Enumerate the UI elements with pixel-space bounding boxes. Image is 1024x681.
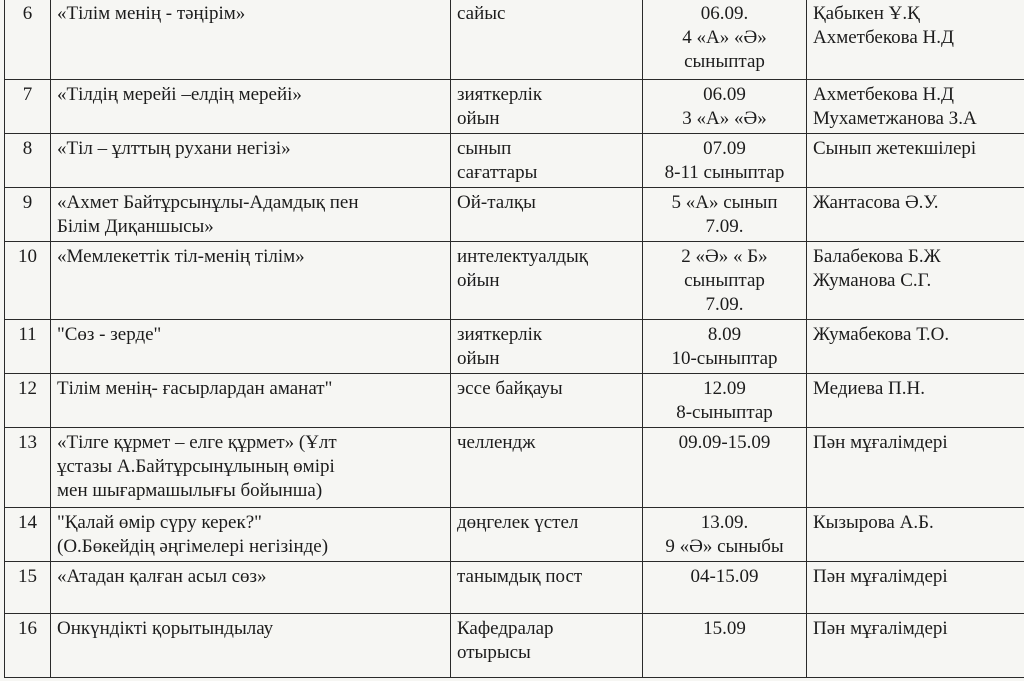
row-number: 8 bbox=[5, 134, 51, 188]
event-date-line: 9 «Ә» сыныбы bbox=[665, 536, 784, 557]
table-row bbox=[5, 0, 1024, 80]
event-title-line: «Тілдің мерейі –елдің мерейі» bbox=[57, 84, 302, 105]
responsible-line: Ахметбекова Н.Д bbox=[813, 84, 954, 105]
event-form-cell bbox=[451, 80, 643, 134]
event-title-line: «Атадан қалған асыл сөз» bbox=[57, 566, 267, 587]
event-form-line: эссе байқауы bbox=[457, 378, 563, 399]
event-date-cell bbox=[643, 614, 807, 678]
event-form-line: Кафедралар bbox=[457, 618, 554, 639]
table-row bbox=[5, 562, 1024, 614]
event-form-line: дөңгелек үстел bbox=[457, 512, 579, 533]
event-form-cell bbox=[451, 242, 643, 320]
event-date-line: 13.09. bbox=[700, 512, 749, 533]
event-date-line: 5 «А» сынып bbox=[671, 192, 778, 213]
event-date-cell bbox=[643, 188, 807, 242]
event-date-line: 3 «А» «Ә» bbox=[682, 108, 767, 129]
responsible-cell bbox=[807, 134, 1024, 188]
event-form-line: сағаттары bbox=[457, 162, 538, 183]
event-title-cell bbox=[51, 242, 451, 320]
responsible-line: Жантасова Ә.У. bbox=[813, 192, 939, 213]
event-form-line: зияткерлік bbox=[457, 324, 543, 345]
event-title-line: (О.Бөкейдің әңгімелері негізінде) bbox=[57, 536, 329, 557]
event-date-line: 2 «Ә» « Б» bbox=[681, 246, 768, 267]
event-title-line: «Тілге құрмет – елге құрмет» (Ұлт bbox=[57, 432, 337, 453]
event-form-line: ойын bbox=[457, 270, 500, 291]
event-title-cell bbox=[51, 134, 451, 188]
table-row bbox=[5, 374, 1024, 428]
event-title-line: «Мемлекеттік тіл-менің тілім» bbox=[57, 246, 305, 267]
event-form-line: челлендж bbox=[457, 432, 536, 453]
responsible-line: Кызырова А.Б. bbox=[813, 512, 934, 533]
responsible-line: Мухаметжанова З.А bbox=[813, 108, 977, 129]
responsible-cell bbox=[807, 242, 1024, 320]
table-row bbox=[5, 188, 1024, 242]
event-form-line: ойын bbox=[457, 108, 500, 129]
event-date-line: 04-15.09 bbox=[690, 566, 759, 587]
event-title-cell bbox=[51, 80, 451, 134]
event-form-cell bbox=[451, 562, 643, 614]
event-form-line: ойын bbox=[457, 348, 500, 369]
event-title-cell bbox=[51, 508, 451, 562]
responsible-cell bbox=[807, 320, 1024, 374]
event-date-cell bbox=[643, 508, 807, 562]
responsible-line: Жуманова С.Г. bbox=[813, 270, 932, 291]
responsible-cell bbox=[807, 374, 1024, 428]
event-form-cell bbox=[451, 134, 643, 188]
responsible-cell bbox=[807, 562, 1024, 614]
event-title-cell bbox=[51, 614, 451, 678]
event-form-cell bbox=[451, 188, 643, 242]
responsible-line: Пән мұғалімдері bbox=[813, 432, 948, 453]
event-date-line: сыныптар bbox=[684, 51, 765, 72]
event-title-line: «Тілім менің - тәңірім» bbox=[57, 3, 246, 24]
row-number: 14 bbox=[5, 508, 51, 562]
table-row bbox=[5, 614, 1024, 678]
event-date-line: сыныптар bbox=[684, 270, 765, 291]
table-row bbox=[5, 134, 1024, 188]
event-form-cell bbox=[451, 374, 643, 428]
event-date-line: 8-11 сыныптар bbox=[664, 162, 785, 183]
event-date-line: 07.09 bbox=[703, 138, 746, 159]
event-form-cell bbox=[451, 320, 643, 374]
event-title-cell bbox=[51, 428, 451, 508]
events-table bbox=[4, 0, 1024, 678]
event-title-line: «Тіл – ұлттың рухани негізі» bbox=[57, 138, 291, 159]
row-number: 10 bbox=[5, 242, 51, 320]
event-title-line: Білім Диқаншысы» bbox=[57, 216, 214, 237]
event-date-line: 15.09 bbox=[703, 618, 746, 639]
event-date-cell bbox=[643, 562, 807, 614]
row-number: 9 bbox=[5, 188, 51, 242]
responsible-line: Ахметбекова Н.Д bbox=[813, 27, 954, 48]
event-title-cell bbox=[51, 374, 451, 428]
event-title-cell bbox=[51, 188, 451, 242]
event-date-line: 06.09 bbox=[703, 84, 746, 105]
responsible-cell bbox=[807, 0, 1024, 80]
event-date-cell bbox=[643, 80, 807, 134]
event-form-cell bbox=[451, 614, 643, 678]
event-date-line: 8.09 bbox=[707, 324, 742, 345]
event-title-cell bbox=[51, 320, 451, 374]
event-form-line: сайыс bbox=[457, 3, 506, 24]
event-title-line: "Сөз - зерде" bbox=[57, 324, 162, 345]
table-row bbox=[5, 508, 1024, 562]
event-title-line: ұстазы А.Байтұрсынұлының өмірі bbox=[57, 456, 335, 477]
event-date-line: 09.09-15.09 bbox=[678, 432, 771, 453]
events-table-body bbox=[5, 0, 1024, 678]
event-form-line: танымдық пост bbox=[457, 566, 583, 587]
responsible-line: Жумабекова Т.О. bbox=[813, 324, 950, 345]
responsible-line: Сынып жетекшілері bbox=[813, 138, 977, 159]
responsible-cell bbox=[807, 428, 1024, 508]
event-form-cell bbox=[451, 508, 643, 562]
event-title-line: «Ахмет Байтұрсынұлы-Адамдық пен bbox=[57, 192, 359, 213]
event-form-cell bbox=[451, 0, 643, 80]
event-date-line: 06.09. bbox=[700, 3, 749, 24]
event-form-line: отырысы bbox=[457, 642, 531, 663]
responsible-line: Медиева П.Н. bbox=[813, 378, 925, 399]
event-date-cell bbox=[643, 374, 807, 428]
row-number: 16 bbox=[5, 614, 51, 678]
event-form-line: зияткерлік bbox=[457, 84, 543, 105]
responsible-cell bbox=[807, 508, 1024, 562]
event-title-line: "Қалай өмір сүру керек?" bbox=[57, 512, 262, 533]
event-title-line: Тілім менің- ғасырлардан аманат" bbox=[57, 378, 333, 399]
responsible-line: Балабекова Б.Ж bbox=[813, 246, 941, 267]
row-number: 12 bbox=[5, 374, 51, 428]
table-row bbox=[5, 320, 1024, 374]
event-form-line: интелектуалдық bbox=[457, 246, 589, 267]
responsible-cell bbox=[807, 80, 1024, 134]
event-title-cell bbox=[51, 0, 451, 80]
event-title-line: мен шығармашылығы бойынша) bbox=[57, 480, 323, 501]
event-date-cell bbox=[643, 134, 807, 188]
event-date-cell bbox=[643, 320, 807, 374]
responsible-line: Қабыкен Ұ.Қ bbox=[813, 3, 920, 24]
row-number: 13 bbox=[5, 428, 51, 508]
event-date-line: 10-сыныптар bbox=[671, 348, 778, 369]
event-title-cell bbox=[51, 562, 451, 614]
event-date-line: 12.09 bbox=[703, 378, 746, 399]
table-row bbox=[5, 428, 1024, 508]
responsible-line: Пән мұғалімдері bbox=[813, 566, 948, 587]
event-date-line: 7.09. bbox=[705, 216, 744, 237]
row-number: 11 bbox=[5, 320, 51, 374]
event-date-line: 8-сыныптар bbox=[676, 402, 773, 423]
event-form-line: Ой-талқы bbox=[457, 192, 536, 213]
event-title-line: Онкүндікті қорытындылау bbox=[57, 618, 274, 639]
row-number: 15 bbox=[5, 562, 51, 614]
event-date-line: 7.09. bbox=[705, 294, 744, 315]
event-date-cell bbox=[643, 0, 807, 80]
responsible-line: Пән мұғалімдері bbox=[813, 618, 948, 639]
table-row bbox=[5, 80, 1024, 134]
responsible-cell bbox=[807, 188, 1024, 242]
event-date-cell bbox=[643, 428, 807, 508]
event-form-cell bbox=[451, 428, 643, 508]
event-form-line: сынып bbox=[457, 138, 512, 159]
event-date-line: 4 «А» «Ә» bbox=[682, 27, 767, 48]
table-row bbox=[5, 242, 1024, 320]
row-number: 7 bbox=[5, 80, 51, 134]
event-date-cell bbox=[643, 242, 807, 320]
responsible-cell bbox=[807, 614, 1024, 678]
row-number: 6 bbox=[5, 0, 51, 80]
